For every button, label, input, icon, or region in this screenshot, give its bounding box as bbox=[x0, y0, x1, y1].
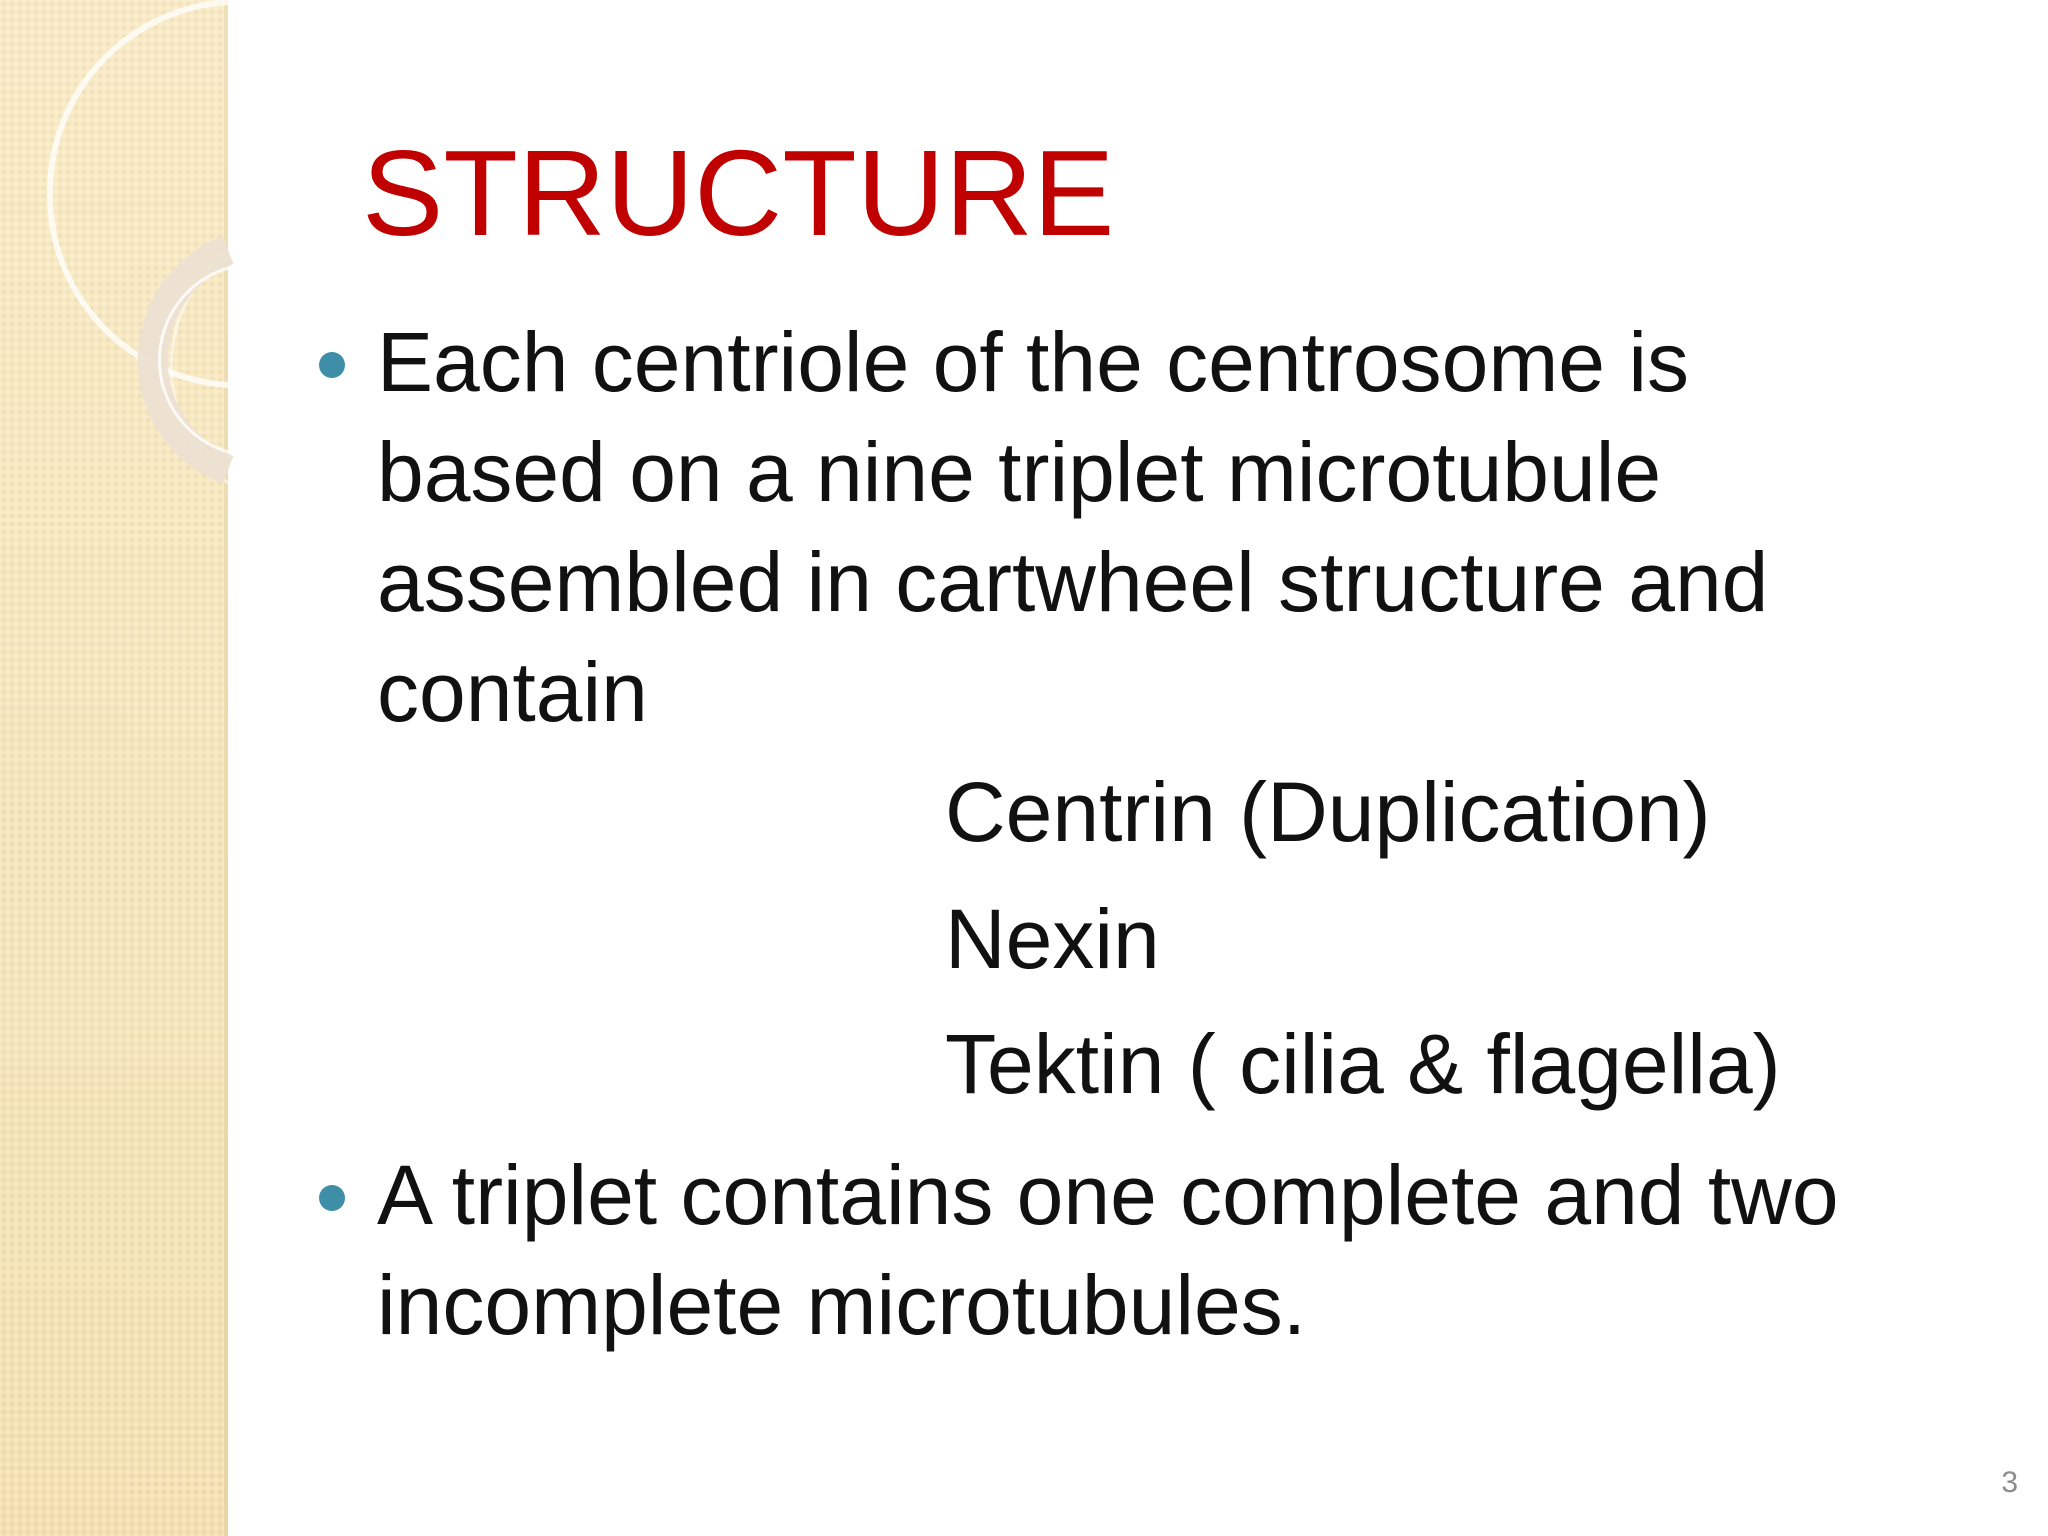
thick-ring-arc bbox=[153, 250, 228, 470]
bullet-line: based on a nine triplet microtubule bbox=[377, 425, 1662, 519]
sub-item: Centrin (Duplication) bbox=[945, 765, 1711, 859]
bullet-line: incomplete microtubules. bbox=[377, 1258, 1307, 1352]
bullet-text bbox=[377, 1140, 2017, 1360]
sub-item: Tektin ( cilia & flagella) bbox=[945, 1017, 1781, 1111]
sub-item: Nexin bbox=[945, 892, 1160, 986]
page-number: 3 bbox=[2001, 1466, 2018, 1499]
bullet-dot-icon bbox=[319, 352, 345, 378]
bullet-line: contain bbox=[377, 645, 648, 739]
bullet-line: A triplet contains one complete and two bbox=[377, 1148, 1839, 1242]
bullet-item bbox=[377, 307, 2017, 747]
bullet-text bbox=[377, 307, 2017, 747]
slide-title: STRUCTURE bbox=[362, 125, 1115, 261]
bullet-line: Each centriole of the centrosome is bbox=[377, 315, 1690, 409]
bullet-dot-icon bbox=[319, 1185, 345, 1211]
decorative-rings bbox=[0, 0, 240, 520]
bullet-line: assembled in cartwheel structure and bbox=[377, 535, 1769, 629]
large-ring-arc bbox=[50, 2, 228, 385]
bullet-item bbox=[377, 1140, 2017, 1360]
